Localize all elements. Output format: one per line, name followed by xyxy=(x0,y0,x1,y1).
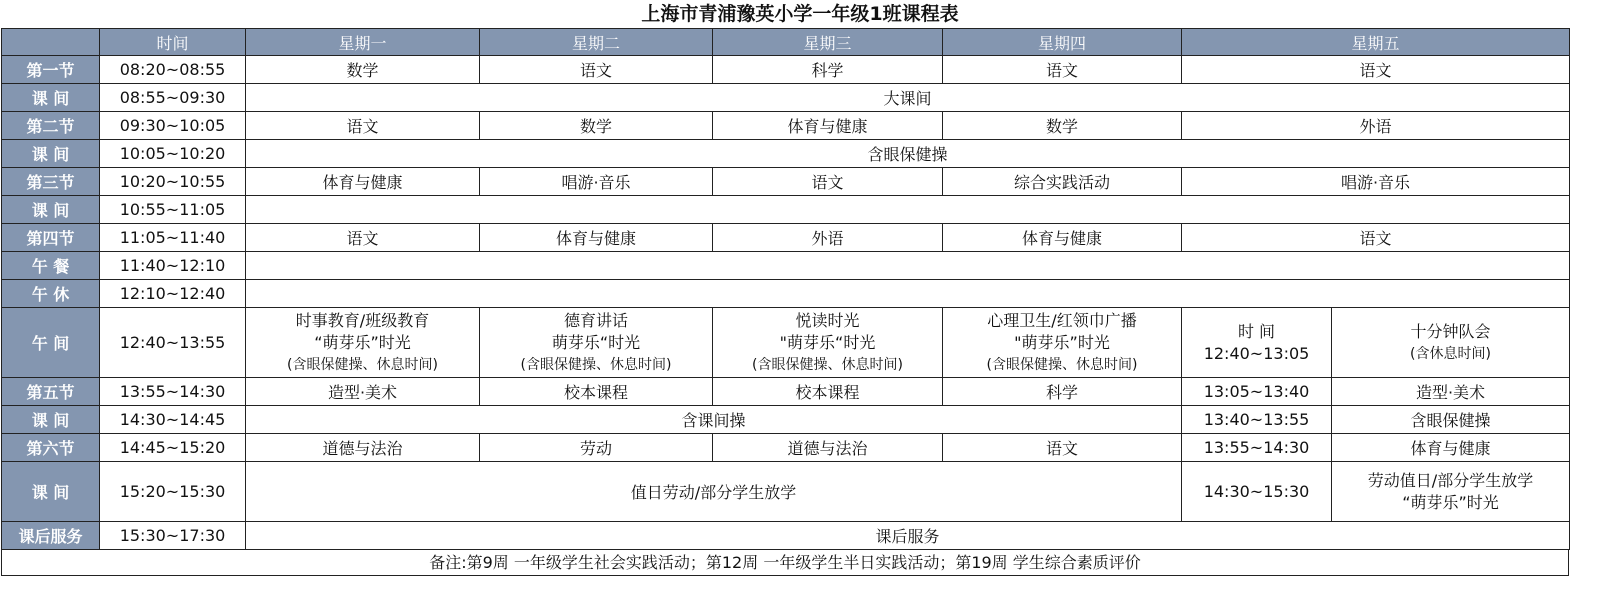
wed-cell: 道德与法治 xyxy=(713,434,943,462)
row-label: 午 休 xyxy=(2,280,100,308)
row-label: 第二节 xyxy=(2,112,100,140)
cell-note: (含眼保健操、休息时间) xyxy=(752,356,903,373)
row-label: 课 间 xyxy=(2,462,100,522)
row-noon xyxy=(2,308,1570,378)
merged-cell: 含眼保健操 xyxy=(246,140,1570,168)
merged-cell xyxy=(246,280,1570,308)
corner-cell xyxy=(2,29,100,56)
mon-cell: 语文 xyxy=(246,112,480,140)
tue-cell: 校本课程 xyxy=(480,378,713,406)
row-label: 课 间 xyxy=(2,84,100,112)
row-break-6 xyxy=(2,462,1570,522)
row-period-1 xyxy=(2,56,1570,84)
merged-cell: 课后服务 xyxy=(246,522,1570,550)
fri-cell: 外语 xyxy=(1182,112,1570,140)
thu-cell: 体育与健康 xyxy=(943,224,1182,252)
cell-line: 时事教育/班级教育 xyxy=(295,310,430,330)
wed-cell: 校本课程 xyxy=(713,378,943,406)
wed-cell: 体育与健康 xyxy=(713,112,943,140)
cell-line: "萌芽乐”时光 xyxy=(1014,332,1110,352)
cell-note: (含眼保健操、休息时间) xyxy=(520,356,672,373)
fri-cell: 唱游·音乐 xyxy=(1182,168,1570,196)
cell-line: 心理卫生/红领巾广播 xyxy=(987,310,1137,330)
thu-cell: 语文 xyxy=(943,434,1182,462)
fri-cell: 造型·美术 xyxy=(1332,378,1570,406)
header-row xyxy=(2,29,1570,56)
merged-cell: 值日劳动/部分学生放学 xyxy=(246,462,1182,522)
row-label: 课后服务 xyxy=(2,522,100,550)
time-cell: 10:55~11:05 xyxy=(100,196,246,224)
row-label: 第五节 xyxy=(2,378,100,406)
row-label: 午 餐 xyxy=(2,252,100,280)
row-break-1 xyxy=(2,84,1570,112)
header-tue: 星期二 xyxy=(480,29,713,56)
page-title: 上海市青浦豫英小学一年级1班课程表 xyxy=(641,3,959,25)
cell-note: (含休息时间) xyxy=(1410,345,1491,362)
mon-cell: 数学 xyxy=(246,56,480,84)
cell-line: “萌芽乐”时光 xyxy=(1402,492,1499,512)
header-time: 时间 xyxy=(100,29,246,56)
cell-line: 萌芽乐“时光 xyxy=(551,332,641,352)
wed-cell: 外语 xyxy=(713,224,943,252)
row-period-6 xyxy=(2,434,1570,462)
fri-cell: 语文 xyxy=(1182,56,1570,84)
mon-cell: 语文 xyxy=(246,224,480,252)
cell-line: "萌芽乐“时光 xyxy=(779,332,876,352)
row-break-5 xyxy=(2,406,1570,434)
time-cell: 12:10~12:40 xyxy=(100,280,246,308)
time-cell: 12:40~13:55 xyxy=(100,308,246,378)
time-cell: 15:20~15:30 xyxy=(100,462,246,522)
thu-cell: 语文 xyxy=(943,56,1182,84)
row-break-2 xyxy=(2,140,1570,168)
tue-cell: 体育与健康 xyxy=(480,224,713,252)
header-wed: 星期三 xyxy=(713,29,943,56)
mon-cell: 体育与健康 xyxy=(246,168,480,196)
merged-cell xyxy=(246,252,1570,280)
cell-note: (含眼保健操、休息时间) xyxy=(986,356,1138,373)
row-label: 课 间 xyxy=(2,140,100,168)
header-thu: 星期四 xyxy=(943,29,1182,56)
fri-cell xyxy=(1332,308,1570,378)
row-label: 第六节 xyxy=(2,434,100,462)
fri-time-cell: 13:05~13:40 xyxy=(1182,378,1332,406)
merged-cell xyxy=(246,196,1570,224)
cell-line: 劳动值日/部分学生放学 xyxy=(1367,470,1534,490)
row-period-2 xyxy=(2,112,1570,140)
time-cell: 15:30~17:30 xyxy=(100,522,246,550)
row-label: 第一节 xyxy=(2,56,100,84)
cell-line: “萌芽乐”时光 xyxy=(314,332,411,352)
merged-cell: 大课间 xyxy=(246,84,1570,112)
cell-line: 12:40~13:05 xyxy=(1203,343,1310,363)
header-fri: 星期五 xyxy=(1182,29,1570,56)
row-label: 午 间 xyxy=(2,308,100,378)
row-period-3 xyxy=(2,168,1570,196)
cell-line: 德育讲话 xyxy=(563,310,628,330)
wed-cell: 语文 xyxy=(713,168,943,196)
row-break-3 xyxy=(2,196,1570,224)
tue-cell: 数学 xyxy=(480,112,713,140)
wed-cell xyxy=(713,308,943,378)
time-cell: 10:05~10:20 xyxy=(100,140,246,168)
mon-cell: 造型·美术 xyxy=(246,378,480,406)
fri-time-cell xyxy=(1182,308,1332,378)
time-cell: 09:30~10:05 xyxy=(100,112,246,140)
mon-cell xyxy=(246,308,480,378)
cell-line: 时 间 xyxy=(1237,321,1276,341)
time-cell: 08:20~08:55 xyxy=(100,56,246,84)
cell-note: (含眼保健操、休息时间) xyxy=(287,356,438,373)
fri-cell xyxy=(1332,462,1570,522)
mon-cell: 道德与法治 xyxy=(246,434,480,462)
time-cell: 13:55~14:30 xyxy=(100,378,246,406)
row-label: 第四节 xyxy=(2,224,100,252)
row-period-4 xyxy=(2,224,1570,252)
footnote: 备注:第9周 一年级学生社会实践活动；第12周 一年级学生半日实践活动；第19周 学生综合素质评价 xyxy=(1,550,1569,576)
timetable xyxy=(1,28,1570,550)
fri-time-cell: 14:30~15:30 xyxy=(1182,462,1332,522)
cell-line: 十分钟队会 xyxy=(1410,321,1491,341)
thu-cell: 科学 xyxy=(943,378,1182,406)
thu-cell xyxy=(943,308,1182,378)
cell-line: 悦读时光 xyxy=(795,310,860,330)
fri-cell: 体育与健康 xyxy=(1332,434,1570,462)
fri-time-cell: 13:40~13:55 xyxy=(1182,406,1332,434)
fri-time-cell: 13:55~14:30 xyxy=(1182,434,1332,462)
time-cell: 14:30~14:45 xyxy=(100,406,246,434)
time-cell: 08:55~09:30 xyxy=(100,84,246,112)
time-cell: 11:05~11:40 xyxy=(100,224,246,252)
row-label: 课 间 xyxy=(2,406,100,434)
row-label: 第三节 xyxy=(2,168,100,196)
header-mon: 星期一 xyxy=(246,29,480,56)
thu-cell: 数学 xyxy=(943,112,1182,140)
tue-cell: 劳动 xyxy=(480,434,713,462)
row-rest xyxy=(2,280,1570,308)
time-cell: 11:40~12:10 xyxy=(100,252,246,280)
time-cell: 10:20~10:55 xyxy=(100,168,246,196)
tue-cell: 唱游·音乐 xyxy=(480,168,713,196)
tue-cell xyxy=(480,308,713,378)
row-lunch xyxy=(2,252,1570,280)
row-after-school xyxy=(2,522,1570,550)
fri-cell: 语文 xyxy=(1182,224,1570,252)
wed-cell: 科学 xyxy=(713,56,943,84)
thu-cell: 综合实践活动 xyxy=(943,168,1182,196)
row-label: 课 间 xyxy=(2,196,100,224)
row-period-5 xyxy=(2,378,1570,406)
time-cell: 14:45~15:20 xyxy=(100,434,246,462)
tue-cell: 语文 xyxy=(480,56,713,84)
fri-cell: 含眼保健操 xyxy=(1332,406,1570,434)
merged-cell: 含课间操 xyxy=(246,406,1182,434)
